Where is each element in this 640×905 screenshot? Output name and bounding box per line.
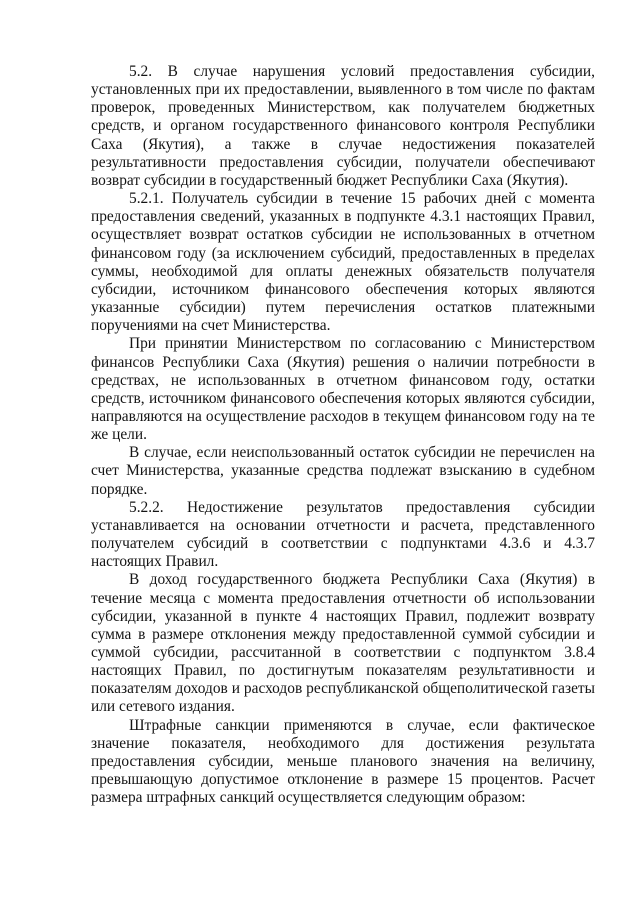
- paragraph-court-recovery: В случае, если неиспользованный остаток субсидии не перечислен на счет Министерства, указанные средства подлежат взысканию в судебном порядке.: [91, 444, 595, 498]
- paragraph-budget-return: В доход государственного бюджета Республики Саха (Якутия) в течение месяца с момента предоставления отчетности об использовании субсидии, указанной в пункте 4 настоящих Правил, подлежит возврату сумма в размере отклонения между предоставленной суммой субсидии и суммой субсидии, рассчитанной в соответствии с подпунктом 3.8.4 настоящих Правил, по достигнутым показателям результативности и показателям доходов и расходов республиканской общеполитической газеты или сетевого издания.: [91, 571, 595, 716]
- paragraph-5-2-2: 5.2.2. Недостижение результатов предоставления субсидии устанавливается на основании отчетности и расчета, представленного получателем субсидий в соответствии с подпунктами 4.3.6 и 4.3.7 настоящих Правил.: [91, 498, 595, 571]
- document-page: [91, 63, 595, 807]
- paragraph-5-2-1: 5.2.1. Получатель субсидии в течение 15 рабочих дней с момента предоставления сведений, указанных в подпункте 4.3.1 настоящих Правил, осуществляет возврат остатков субсидии не использованных в отчетном финансовом году (за исключением субсидий, предоставленных в пределах суммы, необходимой для оплаты денежных обязательств получателя субсидии, источником финансового обеспечения которых являются указанные субсидии) путем перечисления остатков платежными поручениями на счет Министерства.: [91, 190, 595, 335]
- paragraph-penalties: Штрафные санкции применяются в случае, если фактическое значение показателя, необходимого для достижения результата предоставления субсидии, меньше планового значения на величину, превышающую допустимое отклонение в размере 15 процентов. Расчет размера штрафных санкций осуществляется следующим образом:: [91, 716, 595, 807]
- paragraph-5-2: 5.2. В случае нарушения условий предоставления субсидии, установленных при их предоставлении, выявленного в том числе по фактам проверок, проведенных Министерством, как получателем бюджетных средств, и органом государственного финансового контроля Республики Саха (Якутия), а также в случае недостижения показателей результативности предоставления субсидии, получатели обеспечивают возврат субсидии в государственный бюджет Республики Саха (Якутия).: [91, 63, 595, 189]
- paragraph-unused-funds-decision: При принятии Министерством по согласованию с Министерством финансов Республики Саха (Якутия) решения о наличии потребности в средствах, не использованных в отчетном финансовом году, остатки средств, источником финансового обеспечения которых являются субсидии, направляются на осуществление расходов в текущем финансовом году на те же цели.: [91, 335, 595, 444]
